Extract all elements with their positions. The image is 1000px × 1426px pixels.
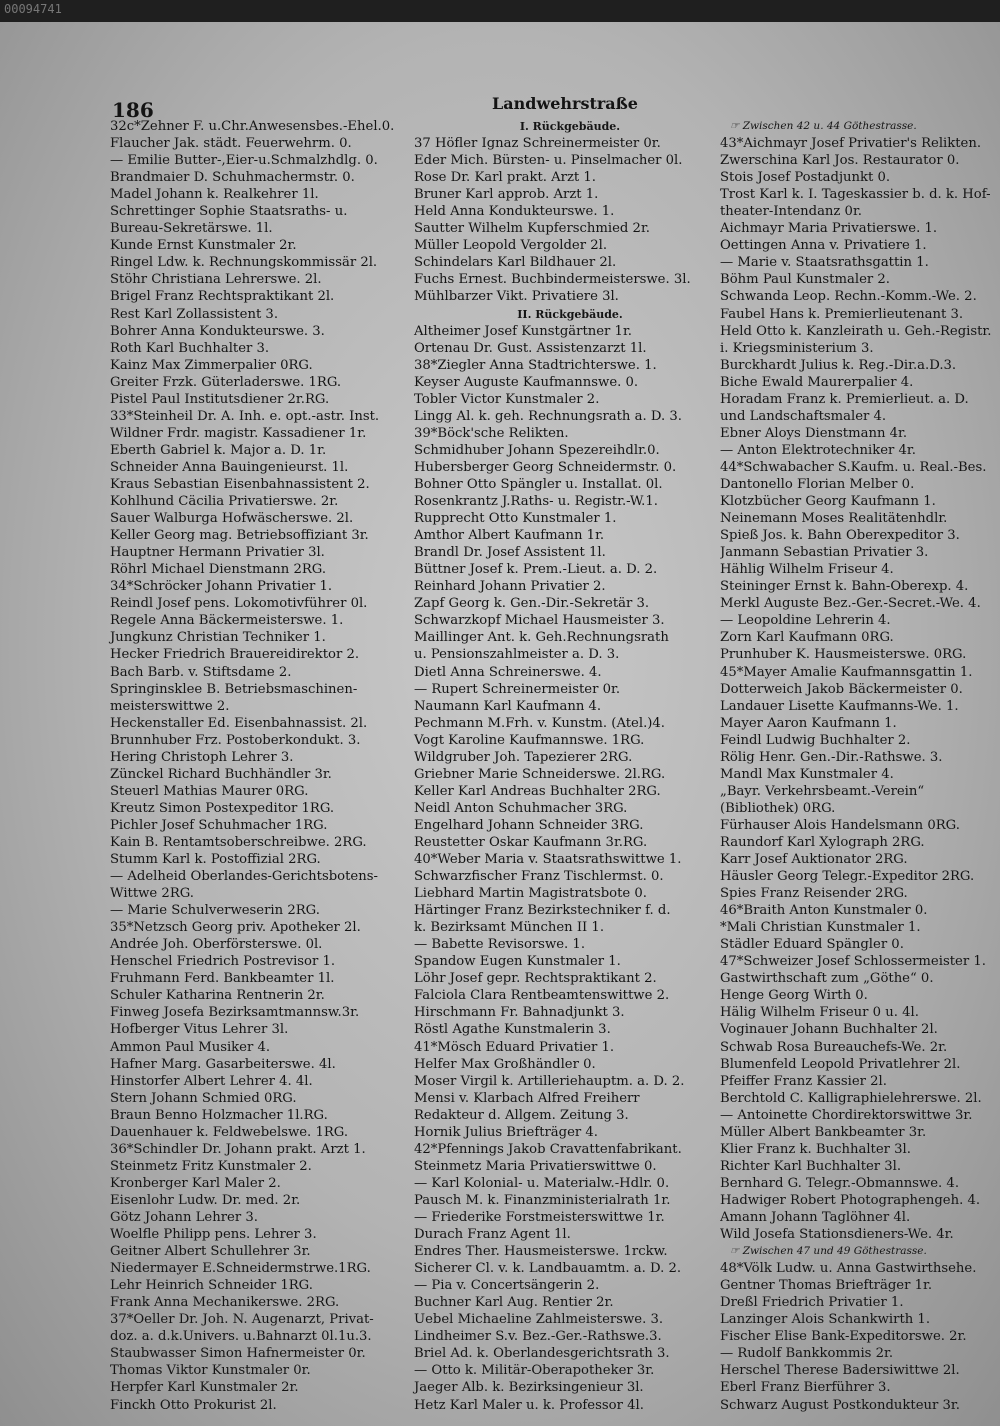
directory-line: theater-Intendanz 0r. (720, 204, 862, 220)
directory-line: Horadam Franz k. Premierlieut. a. D. (720, 391, 969, 407)
directory-line: Amthor Albert Kaufmann 1r. (414, 528, 605, 544)
directory-line: Hornik Julius Briefträger 4. (414, 1124, 598, 1140)
directory-line: Buchner Karl Aug. Rentier 2r. (414, 1295, 614, 1311)
directory-line: II. Rückgebäude. (517, 307, 623, 321)
directory-line: Greiter Frzk. Güterladerswe. 1RG. (110, 374, 342, 390)
running-head: Landwehrstraße (492, 94, 638, 113)
directory-line: Wildgruber Joh. Tapezierer 2RG. (414, 749, 633, 765)
directory-line: Mühlbarzer Vikt. Privatiere 3l. (414, 289, 619, 305)
directory-line: 37*Oeller Dr. Joh. N. Augenarzt, Privat- (110, 1312, 374, 1328)
directory-line: „Bayr. Verkehrsbeamt.-Verein“ (720, 783, 925, 799)
directory-line: Thomas Viktor Kunstmaler 0r. (110, 1363, 311, 1379)
directory-line: Madel Johann k. Realkehrer 1l. (110, 187, 319, 203)
directory-line: Spandow Eugen Kunstmaler 1. (414, 954, 621, 970)
directory-line: Sautter Wilhelm Kupferschmied 2r. (414, 221, 650, 237)
directory-line: Hafner Marg. Gasarbeiterswe. 4l. (110, 1056, 336, 1072)
directory-line: Müller Leopold Vergolder 2l. (414, 238, 608, 254)
directory-line: — Leopoldine Lehrerin 4. (720, 613, 891, 629)
directory-line: Neidl Anton Schuhmacher 3RG. (414, 800, 628, 816)
directory-line: Fischer Elise Bank-Expeditorswe. 2r. (720, 1329, 967, 1345)
directory-line: 40*Weber Maria v. Staatsrathswittwe 1. (414, 852, 682, 868)
column-left (110, 118, 410, 1414)
directory-line: Bernhard G. Telegr.-Obmannswe. 4. (720, 1175, 960, 1191)
directory-line: — Friederike Forstmeisterswittwe 1r. (414, 1210, 665, 1225)
directory-line: Schindelars Karl Bildhauer 2l. (414, 255, 617, 271)
directory-line: Stumm Karl k. Postoffizial 2RG. (110, 852, 321, 868)
directory-line: Klier Franz k. Buchhalter 3l. (720, 1141, 911, 1157)
directory-line: Zorn Karl Kaufmann 0RG. (720, 630, 894, 646)
scan-header-strip (0, 0, 1000, 22)
directory-line: Karr Josef Auktionator 2RG. (720, 852, 908, 868)
directory-line: meisterswittwe 2. (110, 698, 230, 714)
directory-line: Bureau-Sekretärswe. 1l. (110, 221, 273, 237)
directory-line: Klotzbücher Georg Kaufmann 1. (720, 494, 936, 510)
directory-line: Pistel Paul Institutsdiener 2r.RG. (110, 391, 330, 407)
directory-line: Keyser Auguste Kaufmannswe. 0. (414, 374, 639, 390)
directory-line: Lindheimer S.v. Bez.-Ger.-Rathswe.3. (414, 1329, 662, 1345)
directory-line: Bohner Otto Spängler u. Installat. 0l. (414, 476, 663, 492)
directory-line: ☞ Zwischen 47 und 49 Göthestrasse. (730, 1245, 927, 1258)
directory-line: — Antoinette Chordirektorswittwe 3r. (720, 1107, 973, 1123)
directory-line: 39*Böck'sche Relikten. (414, 425, 569, 441)
directory-line: Tobler Victor Kunstmaler 2. (414, 391, 600, 407)
directory-line: Gastwirthschaft zum „Göthe“ 0. (720, 971, 934, 987)
directory-line: Hering Christoph Lehrer 3. (110, 749, 294, 765)
directory-line: Wittwe 2RG. (110, 886, 194, 902)
directory-line: — Otto k. Militär-Oberapotheker 3r. (414, 1363, 655, 1379)
directory-line: Schmidhuber Johann Spezereihdlr.0. (414, 442, 660, 458)
directory-line: 47*Schweizer Josef Schlossermeister 1. (720, 954, 986, 970)
directory-line: Hofberger Vitus Lehrer 3l. (110, 1022, 289, 1038)
directory-line: Schwarz August Postkondukteur 3r. (720, 1397, 960, 1413)
directory-line: — Marie Schulverweserin 2RG. (110, 903, 320, 919)
directory-line: Vogt Karoline Kaufmannswe. 1RG. (414, 732, 645, 748)
directory-line: Fruhmann Ferd. Bankbeamter 1l. (110, 971, 335, 987)
directory-line: 33*Steinheil Dr. A. Inh. e. opt.-astr. Inst. (110, 408, 380, 424)
directory-line: Spieß Jos. k. Bahn Oberexpeditor 3. (720, 528, 960, 544)
directory-line: Zapf Georg k. Gen.-Dir.-Sekretär 3. (414, 596, 650, 612)
directory-line: Reindl Josef pens. Lokomotivführer 0l. (110, 596, 368, 612)
directory-line: Brandmaier D. Schuhmachermstr. 0. (110, 170, 355, 186)
directory-line: k. Bezirksamt München II 1. (414, 920, 605, 936)
directory-line: Hadwiger Robert Photographengeh. 4. (720, 1192, 981, 1208)
directory-line: Steuerl Mathias Maurer 0RG. (110, 783, 309, 799)
directory-line: Kronberger Karl Maler 2. (110, 1175, 281, 1191)
directory-line: Maillinger Ant. k. Geh.Rechnungsrath (414, 630, 669, 646)
directory-line: Helfer Max Großhändler 0. (414, 1056, 596, 1072)
directory-line: Staubwasser Simon Hafnermeister 0r. (110, 1346, 366, 1362)
directory-line: — Emilie Butter-,Eier-u.Schmalzhdlg. 0. (110, 153, 378, 169)
directory-line: Hälig Wilhelm Friseur 0 u. 4l. (720, 1005, 919, 1021)
directory-line: Finweg Josefa Bezirksamtmannsw.3r. (110, 1005, 360, 1021)
directory-line: Henschel Friedrich Postrevisor 1. (110, 954, 336, 970)
directory-line: 32c*Zehner F. u.Chr.Anwesensbes.-Ehel.0. (110, 119, 395, 134)
directory-line: Liebhard Martin Magistratsbote 0. (414, 886, 647, 902)
directory-line: Redakteur d. Allgem. Zeitung 3. (414, 1107, 629, 1123)
directory-line: Neinemann Moses Realitätenhdlr. (720, 511, 948, 527)
directory-line: Amann Johann Taglöhner 4l. (720, 1210, 911, 1225)
directory-line: Reinhard Johann Privatier 2. (414, 579, 606, 595)
directory-line: — Rupert Schreinermeister 0r. (414, 681, 621, 697)
directory-line: Hirschmann Fr. Bahnadjunkt 3. (414, 1005, 625, 1021)
directory-line: Flaucher Jak. städt. Feuerwehrm. 0. (110, 136, 352, 152)
directory-line: *Mali Christian Kunstmaler 1. (720, 920, 921, 936)
directory-line: — Marie v. Staatsrathsgattin 1. (720, 255, 929, 271)
directory-line: Rosenkrantz J.Raths- u. Registr.-W.1. (414, 494, 658, 510)
directory-line: Reustetter Oskar Kaufmann 3r.RG. (414, 834, 648, 850)
directory-line: Schneider Anna Bauingenieurst. 1l. (110, 459, 349, 475)
directory-line: Pausch M. k. Finanzministerialrath 1r. (414, 1192, 671, 1208)
directory-line: Jungkunz Christian Techniker 1. (110, 630, 326, 646)
directory-line: Schwarzfischer Franz Tischlermst. 0. (414, 869, 664, 885)
directory-line: doz. a. d.k.Univers. u.Bahnarzt 0l.1u.3. (110, 1329, 372, 1345)
directory-line: Dreßl Friedrich Privatier 1. (720, 1295, 904, 1311)
directory-line: 41*Mösch Eduard Privatier 1. (414, 1039, 615, 1055)
directory-line: Eder Mich. Bürsten- u. Pinselmacher 0l. (414, 153, 683, 169)
directory-line: 46*Braith Anton Kunstmaler 0. (720, 903, 928, 919)
directory-line: Jaeger Alb. k. Bezirksingenieur 3l. (414, 1380, 644, 1396)
directory-line: Ammon Paul Musiker 4. (110, 1039, 271, 1055)
directory-line: Pfeiffer Franz Kassier 2l. (720, 1073, 887, 1089)
directory-line: Lanzinger Alois Schankwirth 1. (720, 1312, 931, 1328)
directory-line: Rose Dr. Karl prakt. Arzt 1. (414, 170, 597, 186)
directory-line: Röstl Agathe Kunstmalerin 3. (414, 1022, 611, 1038)
directory-line: Falciola Clara Rentbeamtenswittwe 2. (414, 988, 670, 1004)
directory-line: Schwarzkopf Michael Hausmeister 3. (414, 613, 665, 629)
column-right (720, 118, 1000, 1414)
directory-line: Uebel Michaeline Zahlmeisterswe. 3. (414, 1312, 664, 1328)
directory-line: I. Rückgebäude. (519, 120, 621, 133)
directory-line: 34*Schröcker Johann Privatier 1. (110, 579, 333, 595)
directory-line: Steinmetz Fritz Kunstmaler 2. (110, 1158, 312, 1174)
directory-line: Zwerschina Karl Jos. Restaurator 0. (720, 153, 960, 169)
directory-line: Blumenfeld Leopold Privatlehrer 2l. (720, 1056, 961, 1072)
directory-line: Rest Karl Zollassistent 3. (110, 306, 279, 322)
directory-line: und Landschaftsmaler 4. (720, 408, 887, 424)
directory-line: Richter Karl Buchhalter 3l. (720, 1158, 902, 1174)
directory-line: Engelhard Johann Schneider 3RG. (414, 817, 644, 833)
directory-line: Eisenlohr Ludw. Dr. med. 2r. (110, 1192, 301, 1208)
directory-line: Kraus Sebastian Eisenbahnassistent 2. (110, 476, 370, 492)
directory-line: 42*Pfennings Jakob Cravattenfabrikant. (414, 1141, 682, 1157)
directory-line: — Karl Kolonial- u. Materialw.-Hdlr. 0. (414, 1175, 670, 1191)
directory-line: Böhm Paul Kunstmaler 2. (720, 272, 890, 288)
directory-line: Rupprecht Otto Kunstmaler 1. (414, 511, 617, 527)
directory-line: Stois Josef Postadjunkt 0. (720, 170, 891, 186)
directory-line: Lingg Al. k. geh. Rechnungsrath a. D. 3. (414, 408, 682, 424)
directory-line: Herschel Therese Badersiwittwe 2l. (720, 1363, 960, 1379)
directory-line: Lehr Heinrich Schneider 1RG. (110, 1278, 313, 1294)
directory-line: Bohrer Anna Kondukteurswe. 3. (110, 323, 325, 339)
directory-line: Ebner Aloys Dienstmann 4r. (720, 425, 908, 441)
directory-line: Hubersberger Georg Schneidermstr. 0. (414, 459, 677, 475)
directory-line: Biche Ewald Maurerpalier 4. (720, 374, 914, 390)
directory-line: — Babette Revisorswe. 1. (414, 937, 586, 953)
directory-line: Brigel Franz Rechtspraktikant 2l. (110, 289, 335, 305)
directory-line: Moser Virgil k. Artilleriehauptm. a. D. 2. (414, 1073, 685, 1089)
directory-line: Löhr Josef gepr. Rechtspraktikant 2. (414, 971, 657, 987)
directory-line: Stern Johann Schmied 0RG. (110, 1090, 297, 1106)
directory-line: Schrettinger Sophie Staatsraths- u. (110, 204, 348, 220)
directory-line: Müller Albert Bankbeamter 3r. (720, 1124, 927, 1140)
directory-line: Gentner Thomas Briefträger 1r. (720, 1278, 933, 1294)
directory-line: 45*Mayer Amalie Kaufmannsgattin 1. (720, 664, 973, 680)
directory-line: Dietl Anna Schreinerswe. 4. (414, 664, 602, 680)
directory-line: Pechmann M.Frh. v. Kunstm. (Atel.)4. (414, 715, 665, 731)
directory-line: Götz Johann Lehrer 3. (110, 1210, 258, 1225)
directory-line: Woelfle Philipp pens. Lehrer 3. (110, 1227, 317, 1243)
directory-line: Andrée Joh. Oberförsterswe. 0l. (110, 937, 323, 953)
directory-line: Berchtold C. Kalligraphielehrerswe. 2l. (720, 1090, 982, 1106)
directory-line: Prunhuber K. Hausmeisterswe. 0RG. (720, 647, 967, 663)
directory-line: Hetz Karl Maler u. k. Professor 4l. (414, 1397, 644, 1413)
directory-line: Trost Karl k. I. Tageskassier b. d. k. Hof- (720, 187, 991, 203)
directory-line: Held Anna Kondukteurswe. 1. (414, 204, 615, 220)
directory-line: Geitner Albert Schullehrer 3r. (110, 1244, 311, 1260)
directory-line: Janmann Sebastian Privatier 3. (720, 545, 929, 561)
directory-line: Bruner Karl approb. Arzt 1. (414, 187, 599, 203)
directory-line: Pichler Josef Schuhmacher 1RG. (110, 817, 328, 833)
directory-line: i. Kriegsministerium 3. (720, 340, 874, 356)
directory-line: 43*Aichmayr Josef Privatier's Relikten. (720, 136, 982, 152)
directory-line: Schwab Rosa Bureauchefs-We. 2r. (720, 1039, 948, 1055)
directory-line: Faubel Hans k. Premierlieutenant 3. (720, 306, 964, 322)
directory-line: Steinmetz Maria Privatierswittwe 0. (414, 1158, 657, 1174)
directory-line: (Bibliothek) 0RG. (720, 800, 836, 816)
directory-line: Merkl Auguste Bez.-Ger.-Secret.-We. 4. (720, 596, 981, 612)
directory-line: 38*Ziegler Anna Stadtrichterswe. 1. (414, 357, 657, 373)
directory-line: Bach Barb. v. Stiftsdame 2. (110, 664, 292, 680)
scan-code: 00094741 (4, 2, 62, 16)
directory-line: Herpfer Karl Kunstmaler 2r. (110, 1380, 299, 1396)
directory-line: Fürhauser Alois Handelsmann 0RG. (720, 817, 960, 833)
directory-line: Eberl Franz Bierführer 3. (720, 1380, 891, 1396)
directory-line: Mandl Max Kunstmaler 4. (720, 766, 894, 782)
directory-line: Schuler Katharina Rentnerin 2r. (110, 988, 325, 1004)
directory-line: Kreutz Simon Postexpeditor 1RG. (110, 800, 335, 816)
directory-line: Naumann Karl Kaufmann 4. (414, 698, 602, 714)
directory-line: 36*Schindler Dr. Johann prakt. Arzt 1. (110, 1141, 366, 1157)
directory-line: Büttner Josef k. Prem.-Lieut. a. D. 2. (414, 562, 658, 578)
directory-line: Mensi v. Klarbach Alfred Freiherr (414, 1090, 640, 1106)
directory-line: Griebner Marie Schneiderswe. 2l.RG. (414, 766, 666, 782)
directory-line: Endres Ther. Hausmeisterswe. 1rckw. (414, 1244, 668, 1260)
directory-line: Kunde Ernst Kunstmaler 2r. (110, 238, 297, 254)
directory-line: 48*Völk Ludw. u. Anna Gastwirthsehe. (720, 1261, 977, 1277)
directory-line: Voginauer Johann Buchhalter 2l. (720, 1022, 938, 1038)
directory-line: Aichmayr Maria Privatierswe. 1. (720, 221, 938, 237)
directory-line: Rölig Henr. Gen.-Dir.-Rathswe. 3. (720, 749, 943, 765)
directory-line: Keller Karl Andreas Buchhalter 2RG. (414, 783, 661, 799)
directory-line: Hecker Friedrich Brauereidirektor 2. (110, 647, 360, 663)
directory-line: Springinsklee B. Betriebsmaschinen- (110, 681, 358, 697)
directory-line: Spies Franz Reisender 2RG. (720, 886, 908, 902)
directory-line: Feindl Ludwig Buchhalter 2. (720, 732, 911, 748)
directory-line: Hauptner Hermann Privatier 3l. (110, 545, 325, 561)
directory-line: Mayer Aaron Kaufmann 1. (720, 715, 897, 731)
directory-line: Härtinger Franz Bezirkstechniker f. d. (414, 903, 671, 919)
directory-line: Dauenhauer k. Feldwebelswe. 1RG. (110, 1124, 349, 1140)
directory-line: Ortenau Dr. Gust. Assistenzarzt 1l. (414, 340, 647, 356)
directory-line: Städler Eduard Spängler 0. (720, 937, 904, 953)
directory-line: Oettingen Anna v. Privatiere 1. (720, 238, 927, 254)
directory-line: — Rudolf Bankkommis 2r. (720, 1346, 894, 1362)
directory-line: Dotterweich Jakob Bäckermeister 0. (720, 681, 963, 697)
directory-line: Niedermayer E.Schneidermstrwe.1RG. (110, 1261, 371, 1277)
directory-line: Keller Georg mag. Betriebsoffiziant 3r. (110, 528, 369, 544)
directory-line: Zünckel Richard Buchhändler 3r. (110, 766, 332, 782)
directory-line: Ringel Ldw. k. Rechnungskommissär 2l. (110, 255, 378, 271)
directory-line: Häusler Georg Telegr.-Expeditor 2RG. (720, 869, 975, 885)
directory-line: Raundorf Karl Xylograph 2RG. (720, 834, 925, 850)
directory-line: 35*Netzsch Georg priv. Apotheker 2l. (110, 920, 361, 936)
directory-line: Held Otto k. Kanzleirath u. Geh.-Registr. (720, 323, 992, 339)
directory-line: Altheimer Josef Kunstgärtner 1r. (414, 323, 632, 339)
directory-line: Sauer Walburga Hofwäscherswe. 2l. (110, 511, 354, 527)
directory-line: — Adelheid Oberlandes-Gerichtsbotens- (110, 869, 378, 885)
directory-line: Henge Georg Wirth 0. (720, 988, 868, 1004)
directory-line: u. Pensionszahlmeister a. D. 3. (414, 647, 620, 663)
directory-line: Roth Karl Buchhalter 3. (110, 340, 270, 356)
directory-line: Dantonello Florian Melber 0. (720, 476, 915, 492)
directory-line: 44*Schwabacher S.Kaufm. u. Real.-Bes. (720, 459, 987, 475)
directory-line: — Pia v. Concertsängerin 2. (414, 1278, 600, 1294)
directory-line: Eberth Gabriel k. Major a. D. 1r. (110, 442, 327, 458)
directory-line: Röhrl Michael Dienstmann 2RG. (110, 562, 327, 578)
directory-line: Wildner Frdr. magistr. Kassadiener 1r. (110, 425, 367, 441)
directory-line: Kain B. Rentamtsoberschreibwe. 2RG. (110, 834, 367, 850)
directory-line: Fuchs Ernest. Buchbindermeisterswe. 3l. (414, 272, 691, 288)
directory-line: — Anton Elektrotechniker 4r. (720, 442, 916, 458)
directory-line: Schwanda Leop. Rechn.-Komm.-We. 2. (720, 289, 977, 305)
directory-line: Kohlhund Cäcilia Privatierswe. 2r. (110, 494, 339, 510)
directory-line: Stöhr Christiana Lehrerswe. 2l. (110, 272, 322, 288)
directory-line: Briel Ad. k. Oberlandesgerichtsrath 3. (414, 1346, 670, 1362)
directory-line: Regele Anna Bäckermeisterswe. 1. (110, 613, 344, 629)
directory-line: Brunnhuber Frz. Postoberkondukt. 3. (110, 732, 361, 748)
directory-line: 37 Höfler Ignaz Schreinermeister 0r. (414, 136, 661, 152)
directory-line: Brandl Dr. Josef Assistent 1l. (414, 545, 606, 561)
directory-line: Landauer Lisette Kaufmanns-We. 1. (720, 698, 959, 714)
directory-line: Frank Anna Mechanikerswe. 2RG. (110, 1295, 340, 1311)
directory-line: Kainz Max Zimmerpalier 0RG. (110, 357, 313, 373)
directory-line: Finckh Otto Prokurist 2l. (110, 1397, 277, 1413)
directory-line: Sicherer Cl. v. k. Landbauamtm. a. D. 2. (414, 1261, 682, 1277)
directory-line: Hählig Wilhelm Friseur 4. (720, 562, 894, 578)
directory-line: Hinstorfer Albert Lehrer 4. 4l. (110, 1073, 313, 1089)
directory-line: Steininger Ernst k. Bahn-Oberexp. 4. (720, 579, 969, 595)
directory-line: Braun Benno Holzmacher 1l.RG. (110, 1107, 328, 1123)
column-middle (414, 118, 726, 1414)
directory-line: Heckenstaller Ed. Eisenbahnassist. 2l. (110, 715, 368, 731)
page-number: 186 (112, 98, 154, 122)
directory-line: Wild Josefa Stationsdieners-We. 4r. (720, 1227, 954, 1243)
directory-line: Burckhardt Julius k. Reg.-Dir.a.D.3. (720, 357, 957, 373)
directory-line: ☞ Zwischen 42 u. 44 Göthestrasse. (730, 120, 917, 132)
directory-line: Durach Franz Agent 1l. (414, 1227, 571, 1243)
